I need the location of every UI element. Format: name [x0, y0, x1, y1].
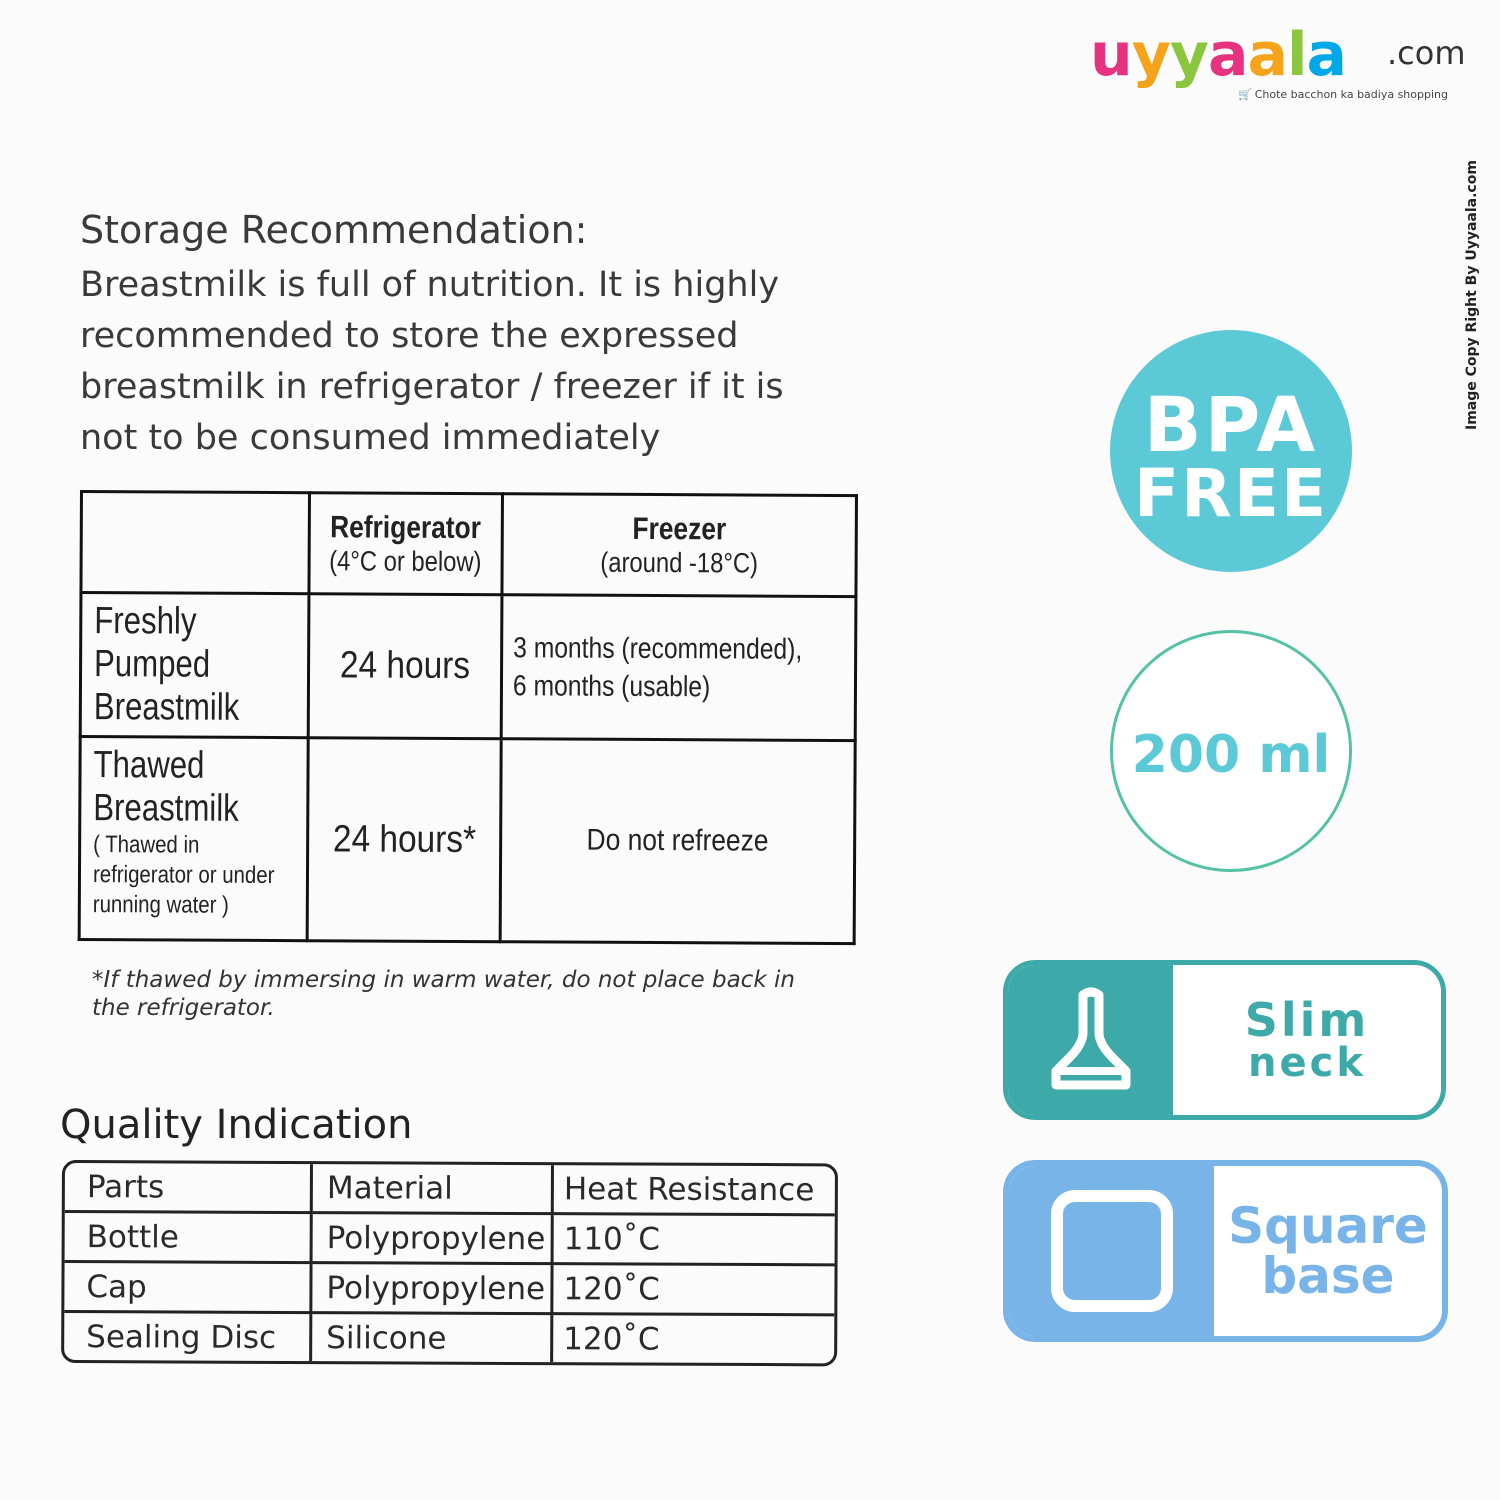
row-label-fresh [80, 593, 309, 738]
logo-letter: y [1131, 20, 1170, 90]
material-cell: Polypropylene [311, 1263, 552, 1314]
slim-neck-badge [1003, 960, 1446, 1120]
heat-cell: 120˚C [552, 1264, 835, 1315]
part-cell: Sealing Disc [64, 1312, 311, 1362]
square-base-badge [1003, 1160, 1448, 1342]
label-note-line: running water ) [92, 891, 229, 919]
table-row [79, 737, 855, 944]
table-row [64, 1262, 834, 1315]
storage-heading: Storage Recommendation: [80, 208, 588, 252]
thawed-refrigerator-cell [308, 738, 502, 942]
table-row [64, 1312, 834, 1364]
square-base-line1: Square [1228, 1197, 1428, 1255]
quality-header-cell: Parts [65, 1163, 312, 1213]
logo-letter: a [1306, 20, 1347, 90]
square-icon [1009, 1166, 1214, 1336]
logo-wordmark [1090, 20, 1346, 90]
material-cell: Polypropylene [311, 1213, 552, 1264]
label-line: Freshly [94, 600, 197, 643]
label-note-line: ( Thawed in [93, 831, 200, 859]
heat-cell: 110˚C [552, 1214, 835, 1265]
fresh-refrigerator-value: 24 hours [340, 644, 471, 688]
volume-badge [1110, 630, 1352, 872]
quality-header-row [65, 1163, 835, 1215]
fresh-freezer-cell [501, 595, 856, 741]
thawed-freezer-cell [500, 739, 855, 944]
bpa-line1: BPA [1143, 380, 1319, 469]
header-refrigerator [309, 493, 502, 595]
tagline-text: Chote bacchon ka badiya shopping [1254, 88, 1448, 101]
freezer-title: Freezer [632, 510, 727, 547]
refrigerator-temp: (4°C or below) [329, 545, 483, 578]
fresh-freezer-line: 3 months (recommended), [513, 631, 803, 666]
table-row [80, 593, 856, 741]
bpa-free-badge [1110, 330, 1352, 572]
part-cell: Bottle [65, 1212, 312, 1263]
quality-header-cell: Heat Resistance [552, 1165, 835, 1215]
thawed-freezer-value: Do not refreeze [586, 823, 769, 858]
fresh-freezer-line: 6 months (usable) [512, 669, 711, 703]
quality-table [64, 1163, 835, 1363]
fresh-refrigerator-cell [309, 594, 502, 739]
label-line: Pumped [93, 643, 211, 686]
copyright-notice: Image Copy Right By Uyyaala.com [1464, 160, 1480, 430]
label-note-line: refrigerator or under [92, 861, 275, 890]
quality-heading: Quality Indication [60, 1102, 413, 1148]
volume-value: 200 ml [1131, 725, 1331, 785]
square-base-label [1214, 1166, 1442, 1336]
logo-letter: a [1207, 20, 1248, 90]
material-cell: Silicone [311, 1313, 552, 1363]
table-row [65, 1212, 835, 1265]
label-line: Breastmilk [93, 787, 239, 830]
square-base-line2: base [1261, 1247, 1395, 1305]
slim-neck-label [1173, 965, 1441, 1115]
logo-letter: y [1169, 20, 1208, 90]
storage-description: Breastmilk is full of nutrition. It is highly recommended to store the expressed breastmilk in refrigerator / freezer if it is not to be consumed immediately [80, 265, 784, 458]
nipple-icon [1008, 965, 1173, 1115]
logo-domain: .com [1387, 34, 1466, 72]
logo-letter: a [1247, 20, 1287, 90]
label-line: Thawed [93, 744, 205, 787]
logo-tagline [1238, 88, 1448, 101]
logo-letter: u [1090, 20, 1132, 90]
thawed-refrigerator-value: 24 hours* [332, 817, 477, 861]
slim-neck-line1: Slim [1244, 993, 1370, 1047]
storage-footnote: *If thawed by immersing in warm water, do not place back in the refrigerator. [92, 967, 795, 1021]
cart-icon: 🛒 [1238, 88, 1252, 101]
slim-neck-line2: neck [1248, 1040, 1366, 1086]
heat-cell: 120˚C [563, 1320, 660, 1358]
storage-table-header [81, 492, 857, 597]
storage-table [78, 490, 858, 945]
refrigerator-title: Refrigerator [330, 509, 482, 546]
label-line: Breastmilk [93, 686, 240, 729]
logo-letter: l [1286, 20, 1307, 90]
part-cell: Cap [64, 1262, 311, 1313]
freezer-temp: (around -18°C) [600, 546, 758, 579]
header-empty-cell [81, 492, 310, 594]
quality-header-cell: Material [311, 1164, 552, 1214]
header-freezer [502, 494, 857, 597]
quality-table-frame [61, 1160, 838, 1366]
row-label-thawed [79, 737, 308, 941]
brand-logo [1090, 20, 1480, 100]
bpa-line2: FREE [1133, 455, 1329, 532]
